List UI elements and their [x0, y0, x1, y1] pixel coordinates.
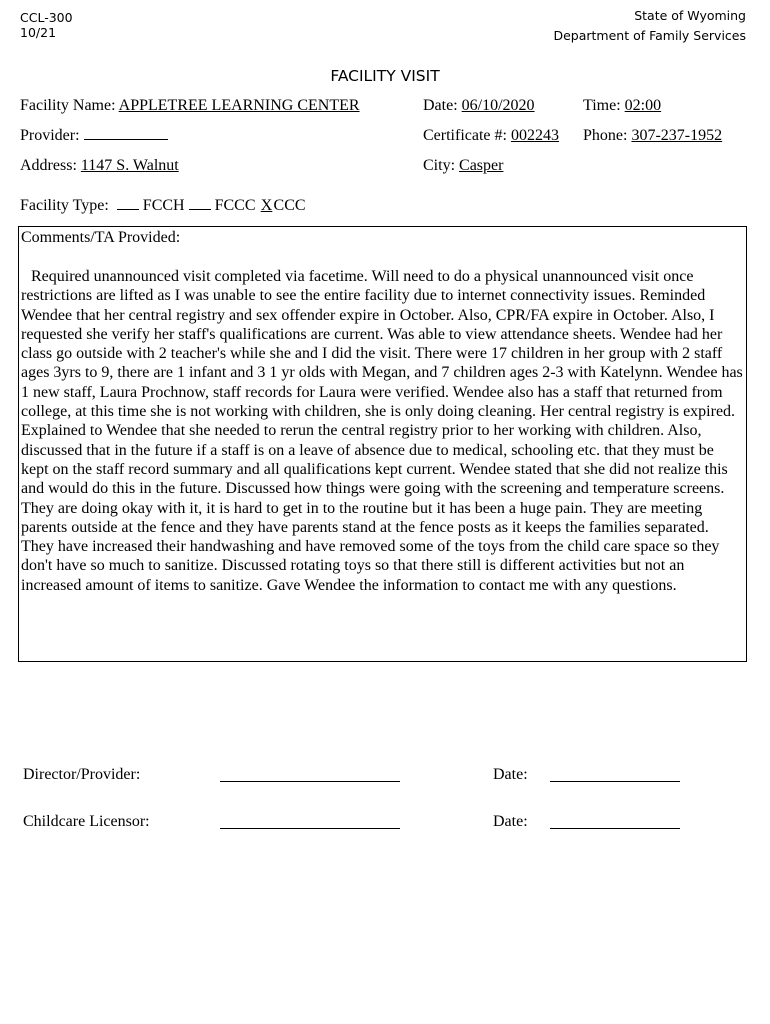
phone-field	[583, 127, 722, 145]
facility-name-value: APPLETREE LEARNING CENTER	[118, 97, 360, 114]
department-name: Department of Family Services	[553, 28, 746, 43]
comments-text: Required unannounced visit completed via facetime. Will need to do a physical unannounced visit once restrictions are lifted as I was unable to see the entire facility due to internet connectivity issues. Reminded Wendee that her central registry and sex offender expire in October. Also, CPR/FA expire in October. Also, I requested she verify her staff's qualifications are current. Was able to view attendance sheets. Wendee had her class go outside with 2 teacher's while she and I did the visit. There were 17 children in her group with 2 staff ages 3yrs to 9, there are 1 infant and 3 1 yr olds with Megan, and 7 children ages 2-3 with Katelynn. Wendee has 1 new staff, Laura Prochnow, staff records for Laura were verified. Wendee also has a staff that returned from college, at this time she is not working with children, she is only doing cleaning. Her central registry is expired. Explained to Wendee that she needed to rerun the central registry prior to her working with children. Also, discussed that in the future if a staff is on a leave of absence due to medical, schooling etc. that they must be kept on the staff record summary and all qualifications kept current. Wendee stated that she did not realize this and would do this in the future. Discussed how things were going with the screening and temperature screens. They are doing okay with it, it is hard to get in to the routine but it has been a huge pain. They are meeting parents outside at the fence and they have parents stand at the fence posts as it keeps the families separated. They have increased their handwashing and have removed some of the toys from the child care space so they don't have so much to sanitize. Discussed rotating toys so that there still is different activities but not an increased amount of items to sanitize. Gave Wendee the information to contact me with any questions.	[21, 268, 743, 594]
date-field	[423, 97, 535, 115]
form-code-block	[20, 10, 73, 40]
form-revision-date: 10/21	[20, 25, 57, 40]
certificate-value: 002243	[510, 127, 559, 144]
facility-type-field	[20, 197, 306, 215]
address-field	[20, 157, 179, 175]
facility-name-label: Facility Name:	[20, 97, 116, 114]
address-label: Address:	[20, 157, 77, 174]
director-date-line	[550, 781, 680, 782]
certificate-label: Certificate #:	[423, 127, 507, 144]
fcch-option: FCCH	[142, 197, 185, 214]
licensor-signature-label: Childcare Licensor:	[23, 813, 150, 830]
phone-label: Phone:	[583, 127, 628, 144]
provider-label: Provider:	[20, 127, 80, 144]
time-field	[583, 97, 661, 115]
ccc-option: CCC	[273, 197, 306, 214]
city-field	[423, 157, 503, 175]
comments-box	[18, 226, 747, 662]
provider-field	[20, 127, 168, 145]
page-title: FACILITY VISIT	[330, 67, 440, 85]
certificate-field	[423, 127, 559, 145]
director-signature-line	[220, 781, 400, 782]
time-label: Time:	[583, 97, 621, 114]
city-label: City:	[423, 157, 456, 174]
state-name: State of Wyoming	[634, 8, 746, 23]
director-date-label: Date:	[493, 766, 528, 783]
fccc-option: FCCC	[214, 197, 256, 214]
address-value: 1147 S. Walnut	[80, 157, 179, 174]
fcch-checkbox-blank	[117, 209, 139, 210]
facility-name-field	[20, 97, 360, 115]
fccc-checkbox-blank	[189, 209, 211, 210]
comments-label: Comments/TA Provided:	[21, 229, 181, 246]
provider-blank	[84, 139, 168, 140]
licensor-date-line	[550, 828, 680, 829]
director-signature-label: Director/Provider:	[23, 766, 141, 783]
date-label: Date:	[423, 97, 458, 114]
form-code: CCL-300	[20, 10, 73, 25]
date-value: 06/10/2020	[461, 97, 535, 114]
ccc-checkbox-mark: X	[260, 197, 273, 214]
agency-block	[553, 6, 746, 46]
licensor-date-label: Date:	[493, 813, 528, 830]
phone-value: 307-237-1952	[631, 127, 723, 144]
facility-type-label: Facility Type:	[20, 197, 109, 214]
time-value: 02:00	[624, 97, 662, 114]
city-value: Casper	[459, 157, 504, 174]
licensor-signature-line	[220, 828, 400, 829]
